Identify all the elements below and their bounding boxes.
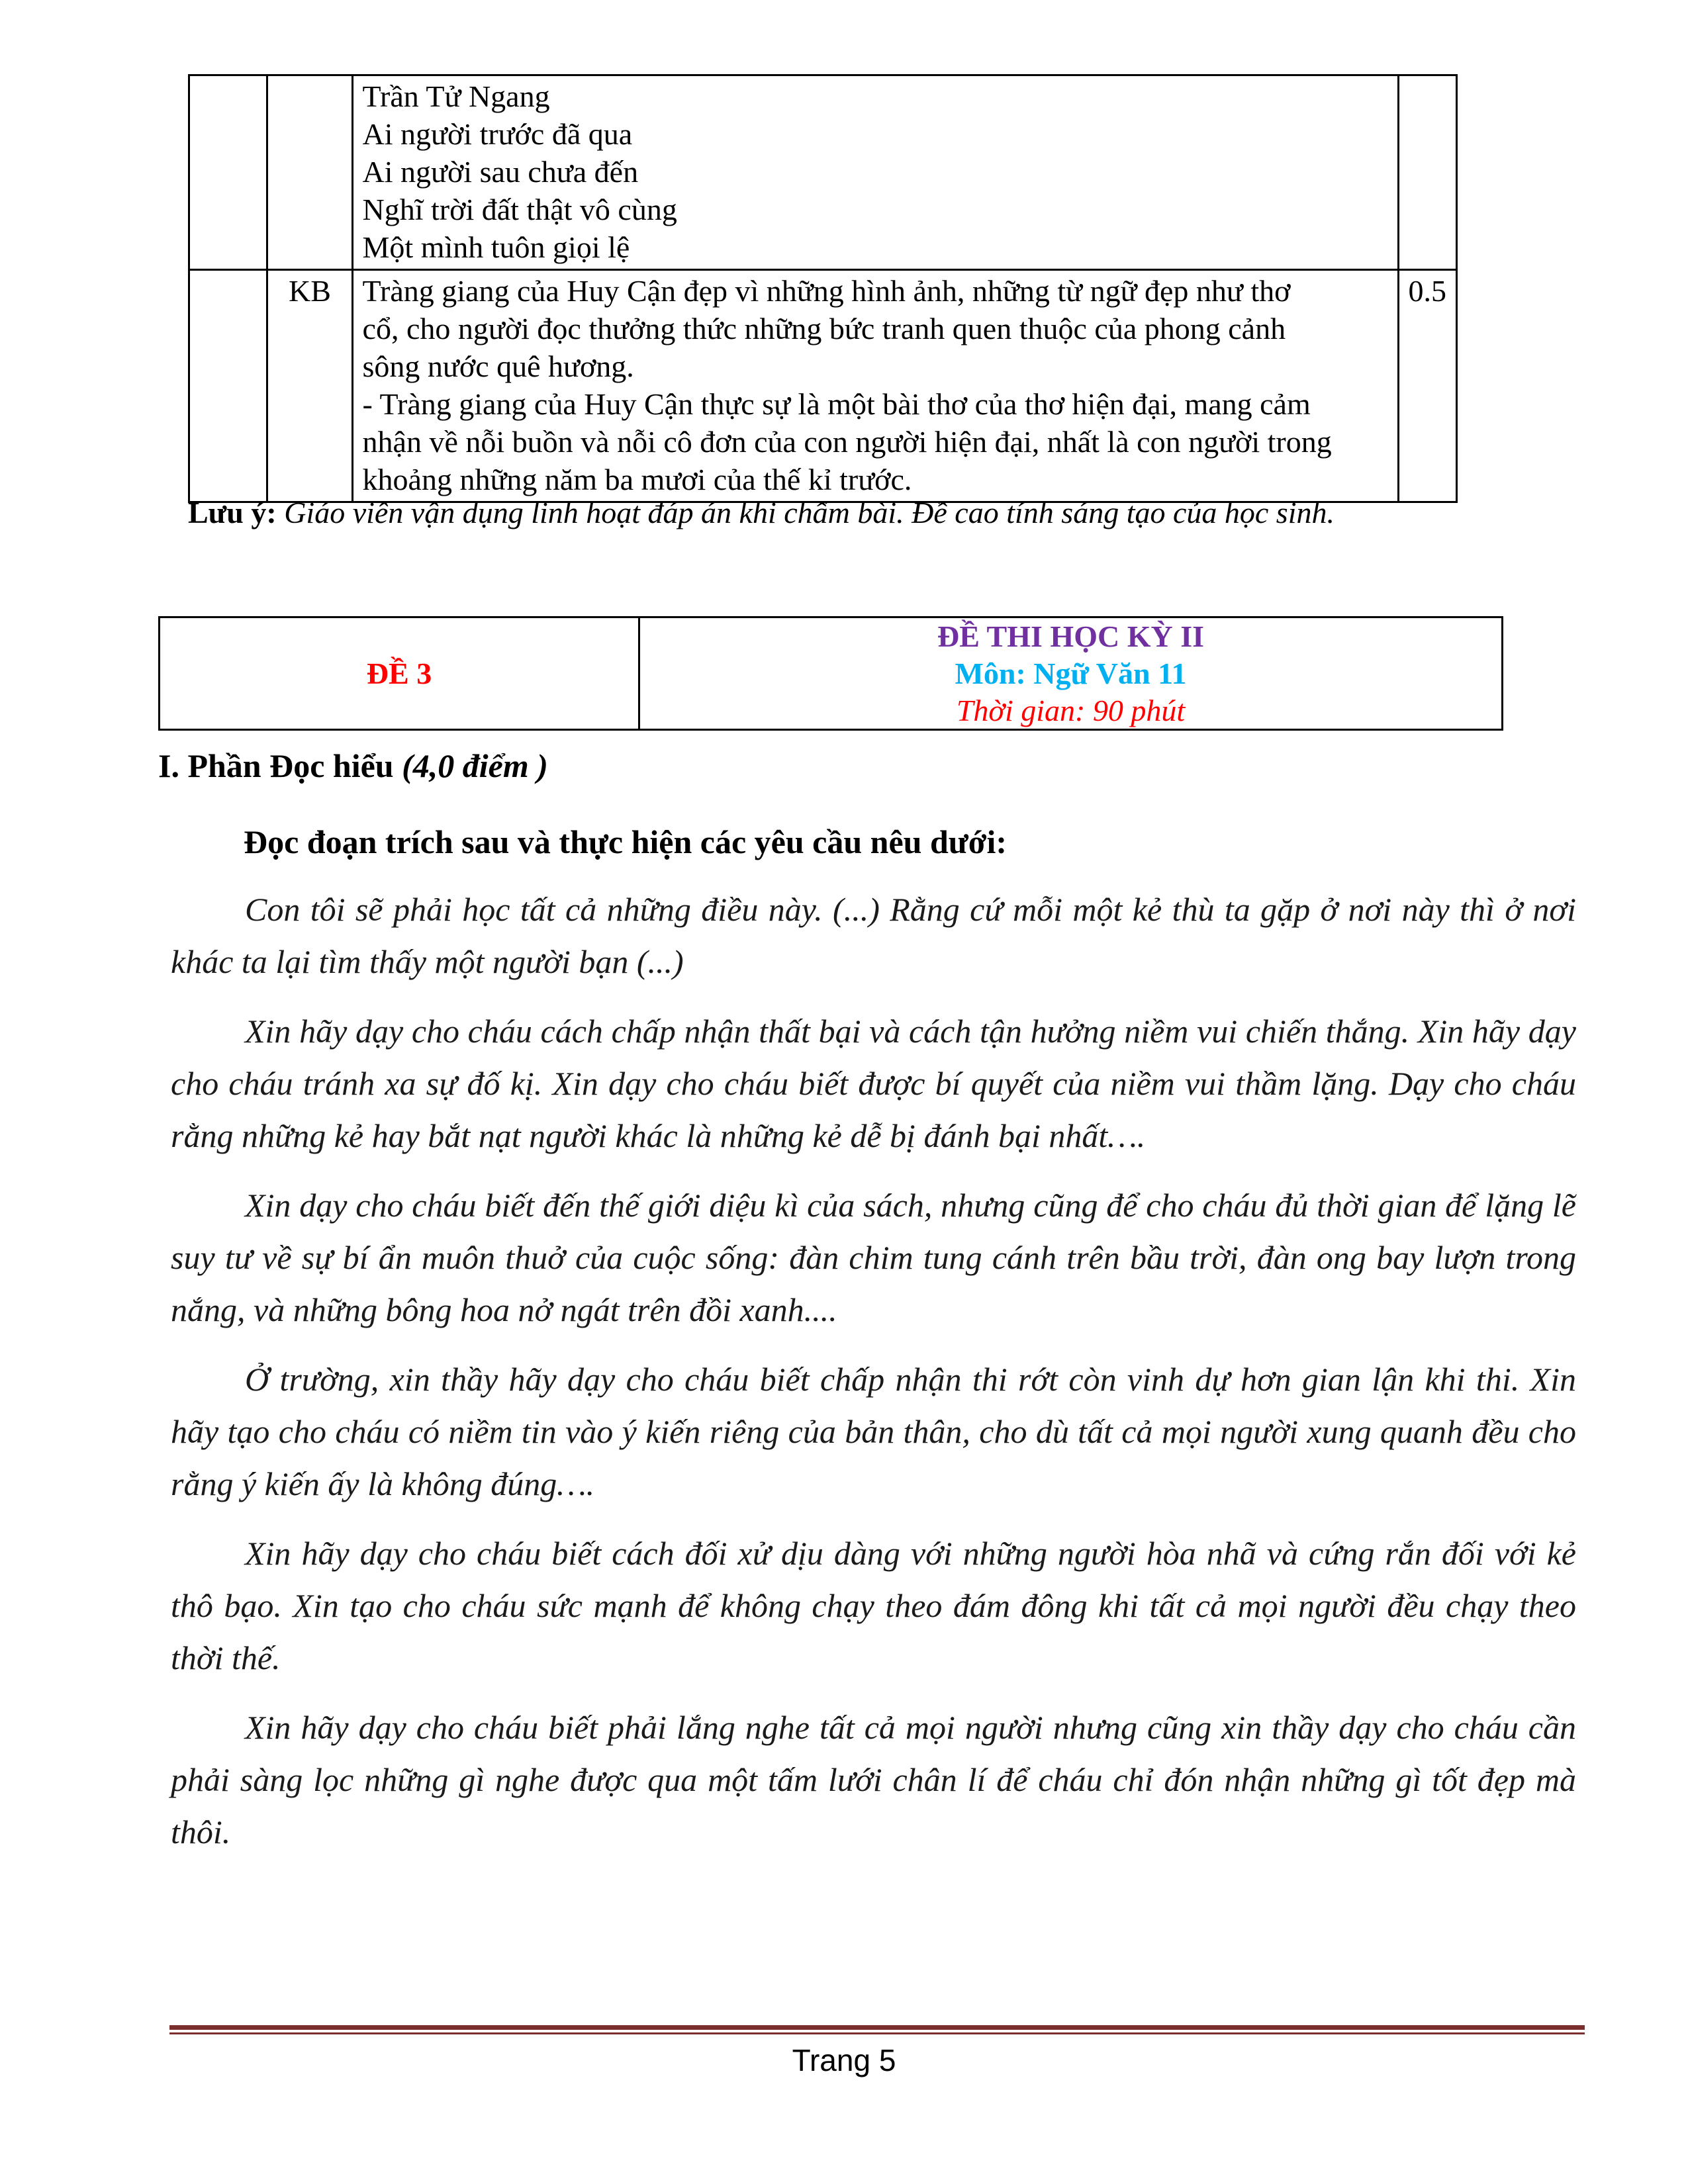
answer-line: nhận về nỗi buồn và nỗi cô đơn của con người hiện đại, nhất là con người trong (362, 425, 1332, 459)
table-cell-empty (189, 75, 267, 270)
poem-line: Ai người sau chưa đến (362, 155, 639, 189)
reading-passage (171, 884, 1576, 1876)
table-cell-empty (1398, 75, 1457, 270)
page-number: Trang 5 (792, 2043, 896, 2077)
answer-line: sông nước quê hương. (362, 349, 634, 383)
table-row (189, 75, 1457, 270)
answer-line: khoảng những năm ba mươi của thế kỉ trước. (362, 463, 912, 496)
answer-line: Tràng giang của Huy Cận đẹp vì những hình ảnh, những từ ngữ đẹp như thơ (362, 274, 1291, 308)
footer-divider-thick (169, 2025, 1585, 2030)
footer-divider-thin (169, 2032, 1585, 2034)
answer-line: cổ, cho người đọc thưởng thức những bức tranh quen thuộc của phong cảnh (362, 312, 1286, 345)
exam-code: ĐỀ 3 (160, 618, 640, 729)
exam-time: Thời gian: 90 phút (956, 693, 1186, 727)
section-heading (158, 747, 548, 785)
exam-header (158, 616, 1503, 731)
teacher-note (188, 495, 1335, 530)
passage-paragraph: Xin hãy dạy cho cháu biết phải lắng nghe tất cả mọi người nhưng cũng xin thầy dạy cho cháu cần phải sàng lọc những gì nghe được qua một tấm lưới chân lí để cháu chỉ đón nhận những gì tốt đẹp mà thôi. (171, 1709, 1576, 1850)
passage-paragraph: Xin dạy cho cháu biết đến thế giới diệu kì của sách, nhưng cũng để cho cháu đủ thời gian để lặng lẽ suy tư về sự bí ẩn muôn thuở của cuộc sống: đàn chim tung cánh trên bầu trời, đàn ong bay lượn trong nắng, và những bông hoa nở ngát trên đồi xanh.... (171, 1187, 1576, 1328)
passage-paragraph: Ở trường, xin thầy hãy dạy cho cháu biết chấp nhận thi rớt còn vinh dự hơn gian lận khi thi. Xin hãy tạo cho cháu có niềm tin vào ý kiến riêng của bản thân, cho dù tất cả mọi người xung quanh đều cho rằng ý kiến ấy là không đúng…. (171, 1361, 1576, 1502)
footer-divider (169, 2025, 1585, 2036)
table-row (189, 270, 1457, 502)
score-cell: 0.5 (1398, 270, 1457, 502)
note-label: Lưu ý: (188, 496, 277, 529)
table-cell-empty (189, 270, 267, 502)
poem-cell (352, 75, 1398, 270)
answer-table (188, 74, 1458, 503)
passage-paragraph: Xin hãy dạy cho cháu cách chấp nhận thất bại và cách tận hưởng niềm vui chiến thắng. Xin hãy dạy cho cháu tránh xa sự đố kị. Xin dạy cho cháu biết được bí quyết của niềm vui thầm lặng. Dạy cho cháu rằng những kẻ hay bắt nạt người khác là những kẻ dễ bị đánh bại nhất…. (171, 1013, 1576, 1154)
poem-line: Ai người trước đã qua (362, 117, 633, 151)
row-label: KB (267, 270, 352, 502)
passage-paragraph: Con tôi sẽ phải học tất cả những điều này. (...) Rằng cứ mỗi một kẻ thù ta gặp ở nơi này thì ở nơi khác ta lại tìm thấy một người bạn (...) (171, 891, 1576, 980)
poem-line: Một mình tuôn giọi lệ (362, 230, 630, 264)
note-text: Giáo viên vận dụng linh hoạt đáp án khi chấm bài. Đề cao tính sáng tạo của học sinh. (284, 496, 1335, 529)
poem-line: Trần Tử Ngang (362, 79, 550, 113)
answer-line: - Tràng giang của Huy Cận thực sự là một bài thơ của thơ hiện đại, mang cảm (362, 387, 1311, 421)
passage-paragraph: Xin hãy dạy cho cháu biết cách đối xử dịu dàng với những người hòa nhã và cứng rắn đối với kẻ thô bạo. Xin tạo cho cháu sức mạnh để không chạy theo đám đông khi tất cả mọi người đều chạy theo thời thế. (171, 1535, 1576, 1676)
exam-title: ĐỀ THI HỌC KỲ II (937, 619, 1205, 653)
table-cell-empty (267, 75, 352, 270)
reading-instruction: Đọc đoạn trích sau và thực hiện các yêu cầu nêu dưới: (244, 823, 1008, 860)
section-points: (4,0 điểm ) (402, 747, 548, 784)
exam-info (640, 618, 1501, 729)
exam-subject: Môn: Ngữ Văn 11 (955, 656, 1187, 690)
answer-cell (352, 270, 1398, 502)
section-title: I. Phần Đọc hiểu (158, 747, 394, 784)
poem-line: Nghĩ trời đất thật vô cùng (362, 193, 677, 226)
